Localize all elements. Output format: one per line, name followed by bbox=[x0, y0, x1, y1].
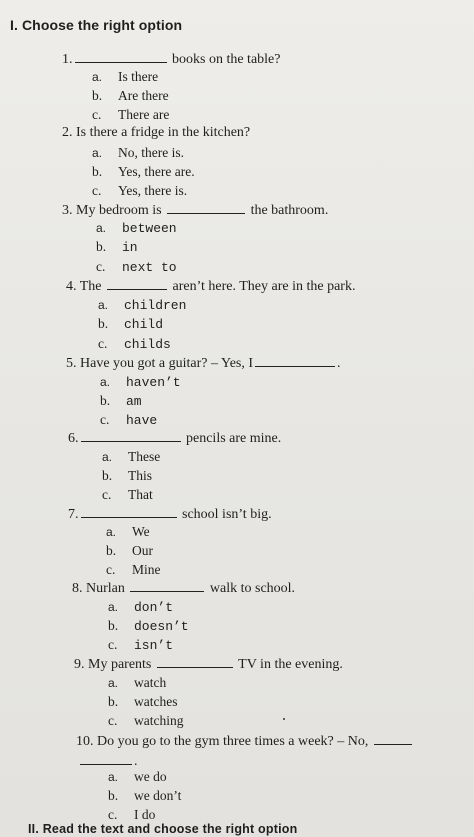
option-6a: a. These bbox=[102, 449, 161, 464]
question-5-text-end: . bbox=[337, 356, 341, 371]
option-7c: c. Mine bbox=[106, 562, 161, 577]
question-3 bbox=[62, 201, 328, 220]
ink-dot bbox=[283, 718, 285, 720]
question-5-text: 5. Have you got a guitar? – Yes, I bbox=[66, 356, 254, 371]
question-10 bbox=[76, 732, 414, 751]
option-8b: b. doesn’t bbox=[108, 618, 189, 634]
section-title: I. Choose the right option bbox=[10, 17, 183, 33]
option-6c: c. That bbox=[102, 487, 153, 502]
answer-blank bbox=[157, 655, 233, 668]
option-9b: b. watches bbox=[108, 694, 178, 709]
option-7b: b. Our bbox=[106, 543, 153, 558]
answer-blank bbox=[75, 50, 167, 63]
question-8 bbox=[72, 579, 295, 598]
option-1c: c. There are bbox=[92, 107, 170, 122]
question-4-text: 4. The bbox=[66, 279, 102, 294]
option-9a: a. watch bbox=[108, 675, 167, 690]
option-3a: a. between bbox=[96, 221, 177, 236]
question-10-text-end: . bbox=[134, 754, 138, 769]
question-3-text-end: the bathroom. bbox=[250, 203, 329, 218]
question-9-text: 9. My parents bbox=[74, 657, 152, 672]
question-6 bbox=[68, 429, 281, 448]
question-7-text: 7. bbox=[68, 507, 79, 522]
option-8c: c. isn’t bbox=[108, 637, 174, 653]
option-4a: a. children bbox=[98, 298, 187, 313]
question-6-text: 6. bbox=[68, 431, 79, 446]
question-1-text: 1. bbox=[62, 52, 73, 67]
answer-blank bbox=[80, 752, 132, 765]
answer-blank bbox=[255, 354, 335, 367]
question-9 bbox=[74, 655, 343, 674]
option-4b: b. child bbox=[98, 316, 164, 332]
question-4 bbox=[66, 277, 355, 296]
option-1a: a. Is there bbox=[92, 69, 159, 84]
answer-blank bbox=[81, 505, 177, 518]
option-9c: c. watching bbox=[108, 713, 184, 728]
question-7 bbox=[68, 505, 272, 524]
answer-blank bbox=[107, 277, 167, 290]
option-3b: b. in bbox=[96, 239, 138, 255]
answer-blank bbox=[81, 429, 181, 442]
option-5a: a. haven’t bbox=[100, 375, 181, 390]
question-10-text: 10. Do you go to the gym three times a week? – No, bbox=[76, 734, 369, 749]
option-10a: a. we do bbox=[108, 769, 167, 784]
question-9-text-end: TV in the evening. bbox=[238, 657, 343, 672]
question-4-text-end: aren’t here. They are in the park. bbox=[172, 279, 356, 294]
option-10c: c. I do bbox=[108, 807, 156, 822]
option-10b: b. we don’t bbox=[108, 788, 182, 803]
question-8-text-end: walk to school. bbox=[209, 581, 296, 596]
option-5c: c. have bbox=[100, 412, 158, 428]
question-1 bbox=[62, 50, 280, 69]
option-1b: b. Are there bbox=[92, 88, 169, 103]
question-2 bbox=[62, 124, 250, 142]
option-7a: a. We bbox=[106, 524, 150, 539]
section-2-title: II. Read the text and choose the right option bbox=[28, 822, 298, 836]
option-4c: c. childs bbox=[98, 336, 171, 352]
option-5b: b. am bbox=[100, 393, 142, 409]
question-3-text: 3. My bedroom is bbox=[62, 203, 162, 218]
answer-blank bbox=[374, 732, 412, 745]
option-2a: a. No, there is. bbox=[92, 145, 184, 160]
question-6-text-end: pencils are mine. bbox=[186, 431, 282, 446]
answer-blank bbox=[130, 579, 204, 592]
answer-blank bbox=[167, 201, 245, 214]
question-2-text: 2. Is there a fridge in the kitchen? bbox=[62, 125, 251, 140]
question-5 bbox=[66, 354, 341, 373]
option-6b: b. This bbox=[102, 468, 153, 483]
option-8a: a. don’t bbox=[108, 600, 174, 615]
option-2b: b. Yes, there are. bbox=[92, 164, 195, 179]
option-3c: c. next to bbox=[96, 259, 177, 275]
question-7-text-end: school isn’t big. bbox=[182, 507, 272, 522]
option-2c: c. Yes, there is. bbox=[92, 183, 188, 198]
question-8-text: 8. Nurlan bbox=[72, 581, 125, 596]
question-1-text-end: books on the table? bbox=[172, 52, 281, 67]
